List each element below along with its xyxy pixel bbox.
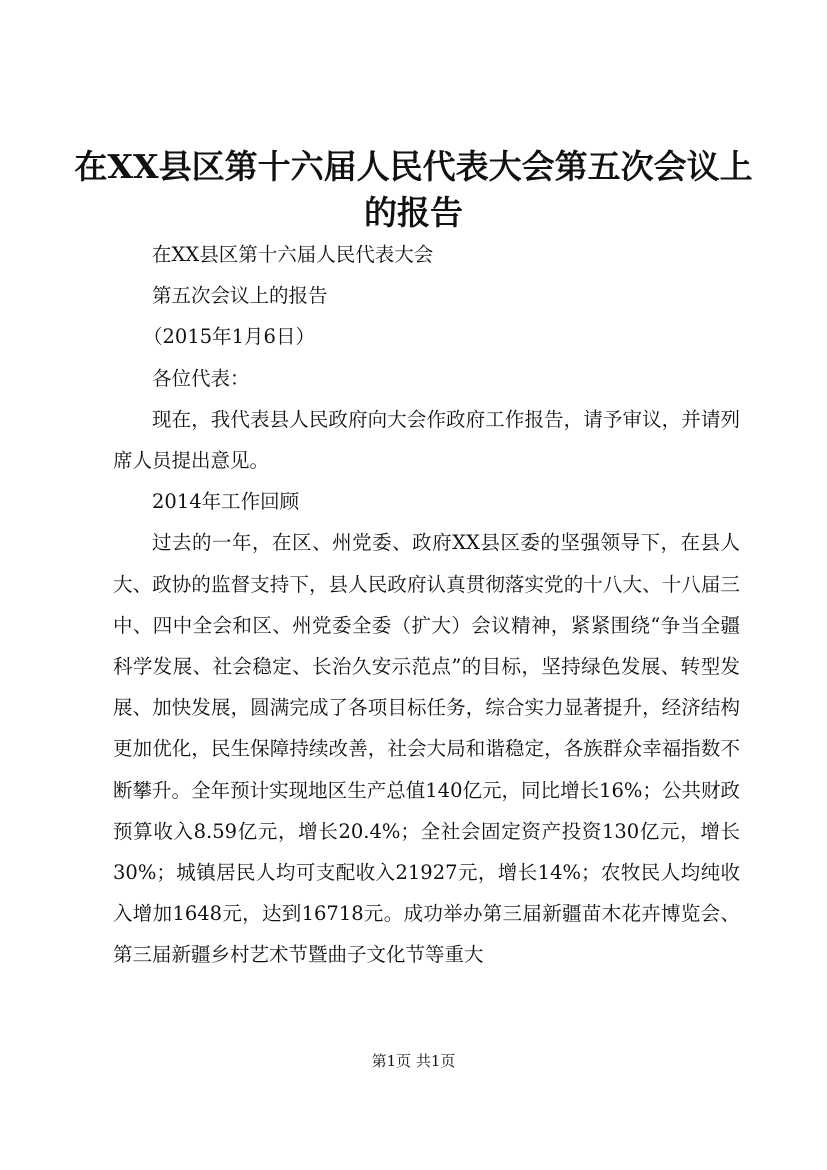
paragraph: 现在，我代表县人民政府向大会作政府工作报告，请予审议，并请列席人员提出意见。 <box>113 407 740 473</box>
paragraph: 各位代表： <box>152 366 250 390</box>
document-body <box>113 234 740 976</box>
page-footer: 第1页 共1页 <box>371 1052 456 1070</box>
paragraph: 第五次会议上的报告 <box>152 284 328 308</box>
paragraph: 过去的一年，在区、州党委、政府XX县区委的坚强领导下，在县人大、政协的监督支持下，县人民政府认真贯彻落实党的十八大、十八届三中、四中全会和区、州党委全委（扩大）会议精神，紧紧围绕“争当全疆科学发展、社会稳定、长治久安示范点”的目标，坚持绿色发展、转型发展、加快发展，圆满完成了各项目标任务，综合实力显著提升，经济结构更加优化，民生保障持续改善，社会大局和谐稳定，各族群众幸福指数不断攀升。全年预计实现地区生产总值140亿元，同比增长16%；公共财政预算收入8.59亿元，增长20.4%；全社会固定资产投资130亿元，增长30%；城镇居民人均可支配收入21927元，增长14%；农牧民人均纯收入增加1648元，达到16718元。成功举办第三届新疆苗木花卉博览会、第三届新疆乡村艺术节暨曲子文化节等重大 <box>113 531 740 967</box>
paragraph: （2015年1月6日） <box>143 325 315 349</box>
paragraph: 在XX县区第十六届人民代表大会 <box>152 243 434 266</box>
document-title: 在XX县区第十六届人民代表大会第五次会议上的报告 <box>74 147 753 232</box>
paragraph: 2014年工作回顾 <box>152 490 300 514</box>
